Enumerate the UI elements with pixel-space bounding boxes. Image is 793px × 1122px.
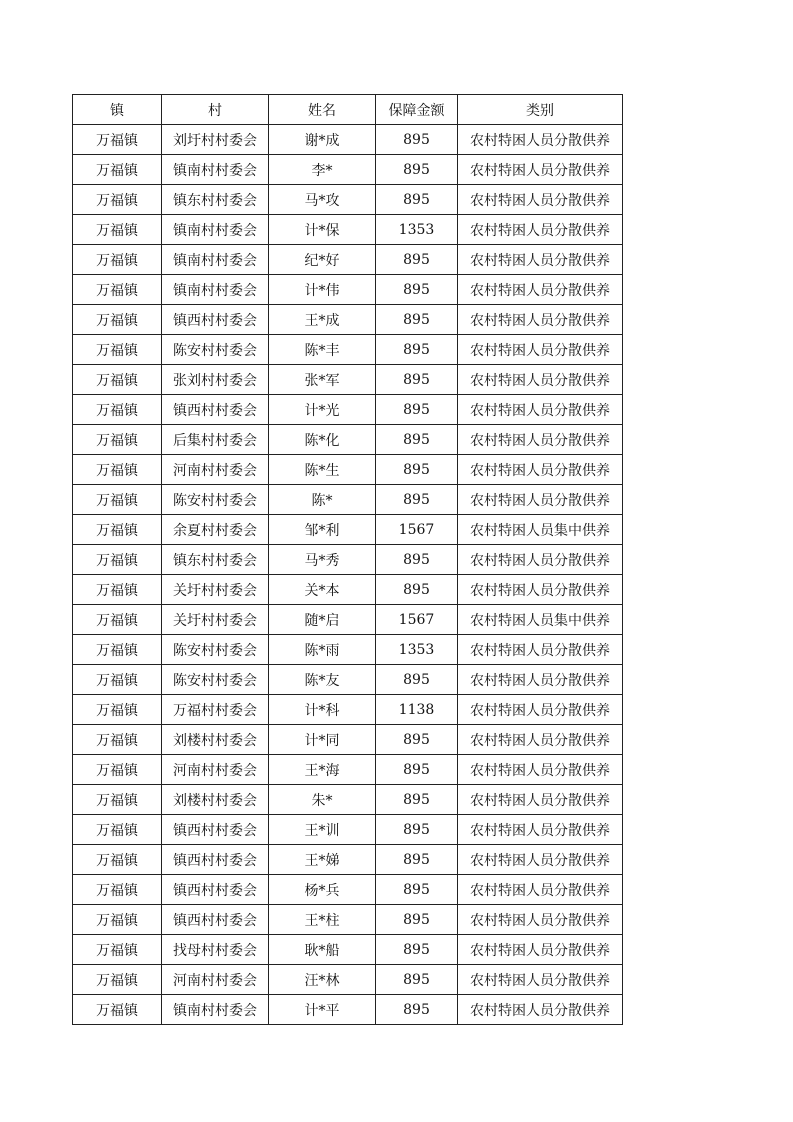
- cell-town: 万福镇: [73, 665, 162, 695]
- cell-amount: 895: [376, 755, 458, 785]
- cell-category: 农村特困人员分散供养: [458, 335, 623, 365]
- cell-village: 万福村村委会: [162, 695, 269, 725]
- table-row: [73, 995, 623, 1025]
- cell-amount: 1567: [376, 605, 458, 635]
- cell-village: 镇西村村委会: [162, 875, 269, 905]
- table-row: [73, 155, 623, 185]
- cell-category: 农村特困人员分散供养: [458, 395, 623, 425]
- cell-town: 万福镇: [73, 695, 162, 725]
- table-body: [73, 125, 623, 1025]
- cell-category: 农村特困人员分散供养: [458, 575, 623, 605]
- cell-village: 镇东村村委会: [162, 185, 269, 215]
- cell-category: 农村特困人员分散供养: [458, 845, 623, 875]
- cell-name: 马*攻: [269, 185, 376, 215]
- table-row: [73, 485, 623, 515]
- cell-village: 镇西村村委会: [162, 845, 269, 875]
- cell-name: 陈*雨: [269, 635, 376, 665]
- cell-village: 镇西村村委会: [162, 905, 269, 935]
- cell-town: 万福镇: [73, 185, 162, 215]
- table-row: [73, 665, 623, 695]
- cell-name: 计*伟: [269, 275, 376, 305]
- cell-category: 农村特困人员分散供养: [458, 905, 623, 935]
- table-row: [73, 725, 623, 755]
- cell-village: 关圩村村委会: [162, 575, 269, 605]
- cell-amount: 895: [376, 485, 458, 515]
- cell-category: 农村特困人员分散供养: [458, 965, 623, 995]
- cell-category: 农村特困人员分散供养: [458, 425, 623, 455]
- table-row: [73, 275, 623, 305]
- cell-category: 农村特困人员分散供养: [458, 185, 623, 215]
- cell-amount: 895: [376, 665, 458, 695]
- cell-amount: 1353: [376, 215, 458, 245]
- table-row: [73, 965, 623, 995]
- header-category: 类别: [458, 95, 623, 125]
- cell-village: 镇西村村委会: [162, 815, 269, 845]
- cell-amount: 895: [376, 845, 458, 875]
- cell-category: 农村特困人员分散供养: [458, 995, 623, 1025]
- cell-name: 陈*生: [269, 455, 376, 485]
- cell-town: 万福镇: [73, 905, 162, 935]
- cell-name: 陈*: [269, 485, 376, 515]
- cell-village: 陈安村村委会: [162, 335, 269, 365]
- cell-village: 镇南村村委会: [162, 245, 269, 275]
- cell-name: 随*启: [269, 605, 376, 635]
- cell-town: 万福镇: [73, 395, 162, 425]
- cell-name: 朱*: [269, 785, 376, 815]
- cell-village: 镇西村村委会: [162, 395, 269, 425]
- cell-category: 农村特困人员分散供养: [458, 305, 623, 335]
- cell-town: 万福镇: [73, 425, 162, 455]
- cell-amount: 895: [376, 155, 458, 185]
- cell-name: 王*海: [269, 755, 376, 785]
- header-name: 姓名: [269, 95, 376, 125]
- cell-name: 杨*兵: [269, 875, 376, 905]
- cell-village: 找母村村委会: [162, 935, 269, 965]
- table-row: [73, 815, 623, 845]
- table-header: [73, 95, 623, 125]
- cell-name: 谢*成: [269, 125, 376, 155]
- cell-category: 农村特困人员分散供养: [458, 755, 623, 785]
- cell-village: 镇南村村委会: [162, 155, 269, 185]
- cell-village: 陈安村村委会: [162, 485, 269, 515]
- cell-amount: 895: [376, 995, 458, 1025]
- cell-category: 农村特困人员分散供养: [458, 635, 623, 665]
- cell-category: 农村特困人员分散供养: [458, 275, 623, 305]
- cell-category: 农村特困人员分散供养: [458, 935, 623, 965]
- cell-amount: 895: [376, 125, 458, 155]
- cell-amount: 895: [376, 305, 458, 335]
- cell-village: 余夏村村委会: [162, 515, 269, 545]
- cell-amount: 895: [376, 335, 458, 365]
- table-row: [73, 845, 623, 875]
- cell-town: 万福镇: [73, 575, 162, 605]
- table-row: [73, 755, 623, 785]
- header-amount: 保障金额: [376, 95, 458, 125]
- cell-amount: 895: [376, 815, 458, 845]
- table-row: [73, 245, 623, 275]
- cell-name: 计*科: [269, 695, 376, 725]
- cell-town: 万福镇: [73, 155, 162, 185]
- cell-town: 万福镇: [73, 305, 162, 335]
- cell-category: 农村特困人员分散供养: [458, 245, 623, 275]
- cell-name: 王*柱: [269, 905, 376, 935]
- cell-category: 农村特困人员分散供养: [458, 785, 623, 815]
- table-row: [73, 365, 623, 395]
- cell-amount: 895: [376, 245, 458, 275]
- cell-town: 万福镇: [73, 215, 162, 245]
- cell-category: 农村特困人员集中供养: [458, 605, 623, 635]
- cell-village: 镇南村村委会: [162, 275, 269, 305]
- table-row: [73, 605, 623, 635]
- table-row: [73, 905, 623, 935]
- cell-amount: 895: [376, 935, 458, 965]
- cell-name: 计*平: [269, 995, 376, 1025]
- cell-village: 刘圩村村委会: [162, 125, 269, 155]
- cell-name: 王*训: [269, 815, 376, 845]
- cell-amount: 895: [376, 275, 458, 305]
- cell-name: 王*成: [269, 305, 376, 335]
- header-row: [73, 95, 623, 125]
- cell-village: 张刘村村委会: [162, 365, 269, 395]
- cell-category: 农村特困人员分散供养: [458, 485, 623, 515]
- cell-amount: 895: [376, 185, 458, 215]
- cell-name: 陈*友: [269, 665, 376, 695]
- cell-village: 镇东村村委会: [162, 545, 269, 575]
- cell-name: 马*秀: [269, 545, 376, 575]
- cell-town: 万福镇: [73, 935, 162, 965]
- cell-amount: 895: [376, 875, 458, 905]
- cell-town: 万福镇: [73, 965, 162, 995]
- cell-village: 陈安村村委会: [162, 635, 269, 665]
- cell-name: 王*娣: [269, 845, 376, 875]
- table-row: [73, 515, 623, 545]
- cell-village: 后集村村委会: [162, 425, 269, 455]
- cell-amount: 895: [376, 395, 458, 425]
- cell-name: 张*军: [269, 365, 376, 395]
- cell-village: 刘楼村村委会: [162, 785, 269, 815]
- cell-amount: 895: [376, 545, 458, 575]
- table-row: [73, 575, 623, 605]
- table-row: [73, 335, 623, 365]
- cell-name: 计*光: [269, 395, 376, 425]
- table-row: [73, 935, 623, 965]
- cell-town: 万福镇: [73, 335, 162, 365]
- cell-town: 万福镇: [73, 755, 162, 785]
- cell-amount: 895: [376, 365, 458, 395]
- table-row: [73, 875, 623, 905]
- cell-town: 万福镇: [73, 125, 162, 155]
- cell-village: 河南村村委会: [162, 755, 269, 785]
- cell-town: 万福镇: [73, 485, 162, 515]
- cell-village: 关圩村村委会: [162, 605, 269, 635]
- cell-category: 农村特困人员分散供养: [458, 875, 623, 905]
- cell-amount: 1567: [376, 515, 458, 545]
- cell-amount: 895: [376, 575, 458, 605]
- table-row: [73, 425, 623, 455]
- cell-category: 农村特困人员分散供养: [458, 455, 623, 485]
- cell-town: 万福镇: [73, 635, 162, 665]
- cell-village: 镇南村村委会: [162, 995, 269, 1025]
- cell-amount: 895: [376, 905, 458, 935]
- cell-amount: 895: [376, 425, 458, 455]
- cell-name: 计*保: [269, 215, 376, 245]
- cell-amount: 895: [376, 965, 458, 995]
- table-row: [73, 785, 623, 815]
- table-row: [73, 125, 623, 155]
- cell-town: 万福镇: [73, 845, 162, 875]
- cell-category: 农村特困人员分散供养: [458, 815, 623, 845]
- table-row: [73, 305, 623, 335]
- cell-category: 农村特困人员分散供养: [458, 725, 623, 755]
- cell-category: 农村特困人员分散供养: [458, 125, 623, 155]
- table-row: [73, 215, 623, 245]
- cell-name: 邹*利: [269, 515, 376, 545]
- cell-town: 万福镇: [73, 815, 162, 845]
- cell-town: 万福镇: [73, 275, 162, 305]
- header-village: 村: [162, 95, 269, 125]
- cell-name: 陈*化: [269, 425, 376, 455]
- cell-name: 李*: [269, 155, 376, 185]
- cell-village: 镇西村村委会: [162, 305, 269, 335]
- table-row: [73, 695, 623, 725]
- cell-town: 万福镇: [73, 365, 162, 395]
- cell-name: 计*同: [269, 725, 376, 755]
- cell-category: 农村特困人员集中供养: [458, 515, 623, 545]
- table-row: [73, 185, 623, 215]
- cell-name: 陈*丰: [269, 335, 376, 365]
- cell-town: 万福镇: [73, 875, 162, 905]
- cell-category: 农村特困人员分散供养: [458, 695, 623, 725]
- cell-amount: 895: [376, 455, 458, 485]
- cell-village: 河南村村委会: [162, 965, 269, 995]
- table-row: [73, 395, 623, 425]
- table-row: [73, 545, 623, 575]
- cell-name: 纪*好: [269, 245, 376, 275]
- cell-amount: 895: [376, 785, 458, 815]
- cell-category: 农村特困人员分散供养: [458, 545, 623, 575]
- table-row: [73, 455, 623, 485]
- cell-town: 万福镇: [73, 245, 162, 275]
- cell-amount: 895: [376, 725, 458, 755]
- cell-village: 河南村村委会: [162, 455, 269, 485]
- cell-name: 关*本: [269, 575, 376, 605]
- cell-amount: 1138: [376, 695, 458, 725]
- cell-town: 万福镇: [73, 455, 162, 485]
- cell-town: 万福镇: [73, 545, 162, 575]
- cell-village: 镇南村村委会: [162, 215, 269, 245]
- cell-category: 农村特困人员分散供养: [458, 365, 623, 395]
- cell-category: 农村特困人员分散供养: [458, 215, 623, 245]
- header-town: 镇: [73, 95, 162, 125]
- cell-category: 农村特困人员分散供养: [458, 665, 623, 695]
- data-table: [72, 94, 623, 1025]
- cell-town: 万福镇: [73, 605, 162, 635]
- cell-village: 陈安村村委会: [162, 665, 269, 695]
- cell-town: 万福镇: [73, 515, 162, 545]
- cell-name: 耿*船: [269, 935, 376, 965]
- cell-name: 汪*林: [269, 965, 376, 995]
- cell-village: 刘楼村村委会: [162, 725, 269, 755]
- cell-category: 农村特困人员分散供养: [458, 155, 623, 185]
- cell-town: 万福镇: [73, 995, 162, 1025]
- cell-town: 万福镇: [73, 785, 162, 815]
- cell-town: 万福镇: [73, 725, 162, 755]
- cell-amount: 1353: [376, 635, 458, 665]
- table-row: [73, 635, 623, 665]
